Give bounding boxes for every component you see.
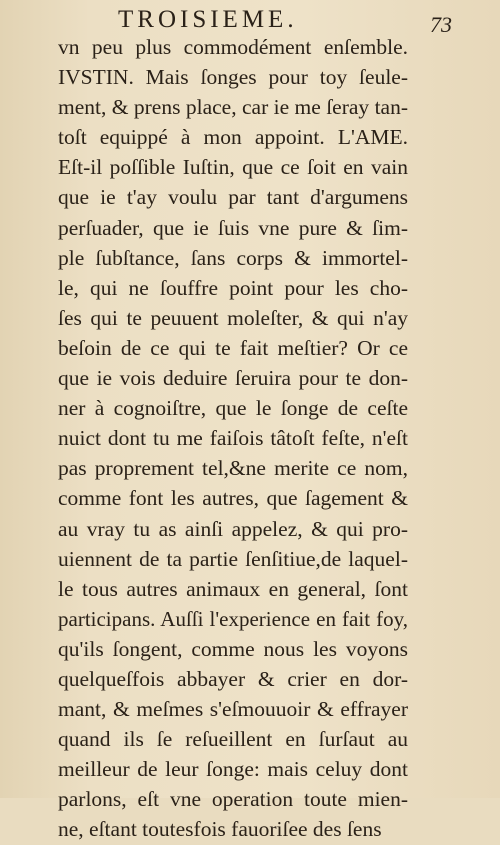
text-line: parlons, eſt vne operation toute mien- bbox=[58, 787, 408, 812]
text-line: que ie t'ay voulu par tant d'argumens bbox=[58, 185, 408, 210]
text-line: perſuader, que ie ſuis vne pure & ſim- bbox=[58, 215, 408, 240]
text-line: mant, & meſmes s'eſmouuoir & effrayer bbox=[58, 697, 408, 722]
running-head-title: TROISIEME. bbox=[118, 6, 298, 33]
text-line: pas proprement tel,&ne merite ce nom, bbox=[58, 456, 408, 481]
text-line: comme font les autres, que ſagement & bbox=[58, 486, 408, 511]
text-line: le tous autres animaux en general, ſont bbox=[58, 576, 408, 601]
text-line: toſt equippé à mon appoint. L'AME. bbox=[58, 125, 408, 150]
text-line: au vray tu as ainſi appelez, & qui pro- bbox=[58, 516, 408, 541]
text-line: ne, eſtant toutesfois fauoriſee des ſens bbox=[58, 817, 382, 842]
page-number: 73 bbox=[430, 12, 452, 37]
text-line: IVSTIN. Mais ſonges pour toy ſeule- bbox=[58, 65, 408, 90]
text-line: que ie vois deduire ſeruira pour te don- bbox=[58, 366, 408, 391]
text-line: ſes qui te peuuent moleſter, & qui n'ay bbox=[58, 305, 408, 330]
text-line: nuict dont tu me faiſois tâtoſt feſte, n'eſt bbox=[58, 426, 408, 451]
text-line: beſoin de ce qui te fait meſtier? Or ce bbox=[58, 335, 408, 360]
text-line: qu'ils ſongent, comme nous les voyons bbox=[58, 636, 408, 661]
text-line: ple ſubſtance, ſans corps & immortel- bbox=[58, 245, 408, 270]
text-line: participans. Auſſi l'experience en fait foy, bbox=[58, 606, 408, 631]
text-line: le, qui ne ſouffre point pour les cho- bbox=[58, 275, 408, 300]
text-line: quelqueſfois abbayer & crier en dor- bbox=[58, 666, 408, 691]
text-line: uiennent de ta partie ſenſitiue,de laquel- bbox=[58, 546, 408, 571]
text-line: ner à cognoiſtre, que le ſonge de ceſte bbox=[58, 396, 408, 421]
text-line: vn peu plus commodément enſemble. bbox=[58, 35, 408, 59]
text-line: meilleur de leur ſonge: mais celuy dont bbox=[58, 757, 408, 782]
text-line: ment, & prens place, car ie me ſeray tan- bbox=[58, 95, 408, 120]
text-line: quand ils ſe reſueillent en ſurſaut au bbox=[58, 727, 408, 752]
body-text bbox=[58, 32, 408, 845]
text-line: Eſt-il poſſible Iuſtin, que ce ſoit en vain bbox=[58, 155, 408, 180]
